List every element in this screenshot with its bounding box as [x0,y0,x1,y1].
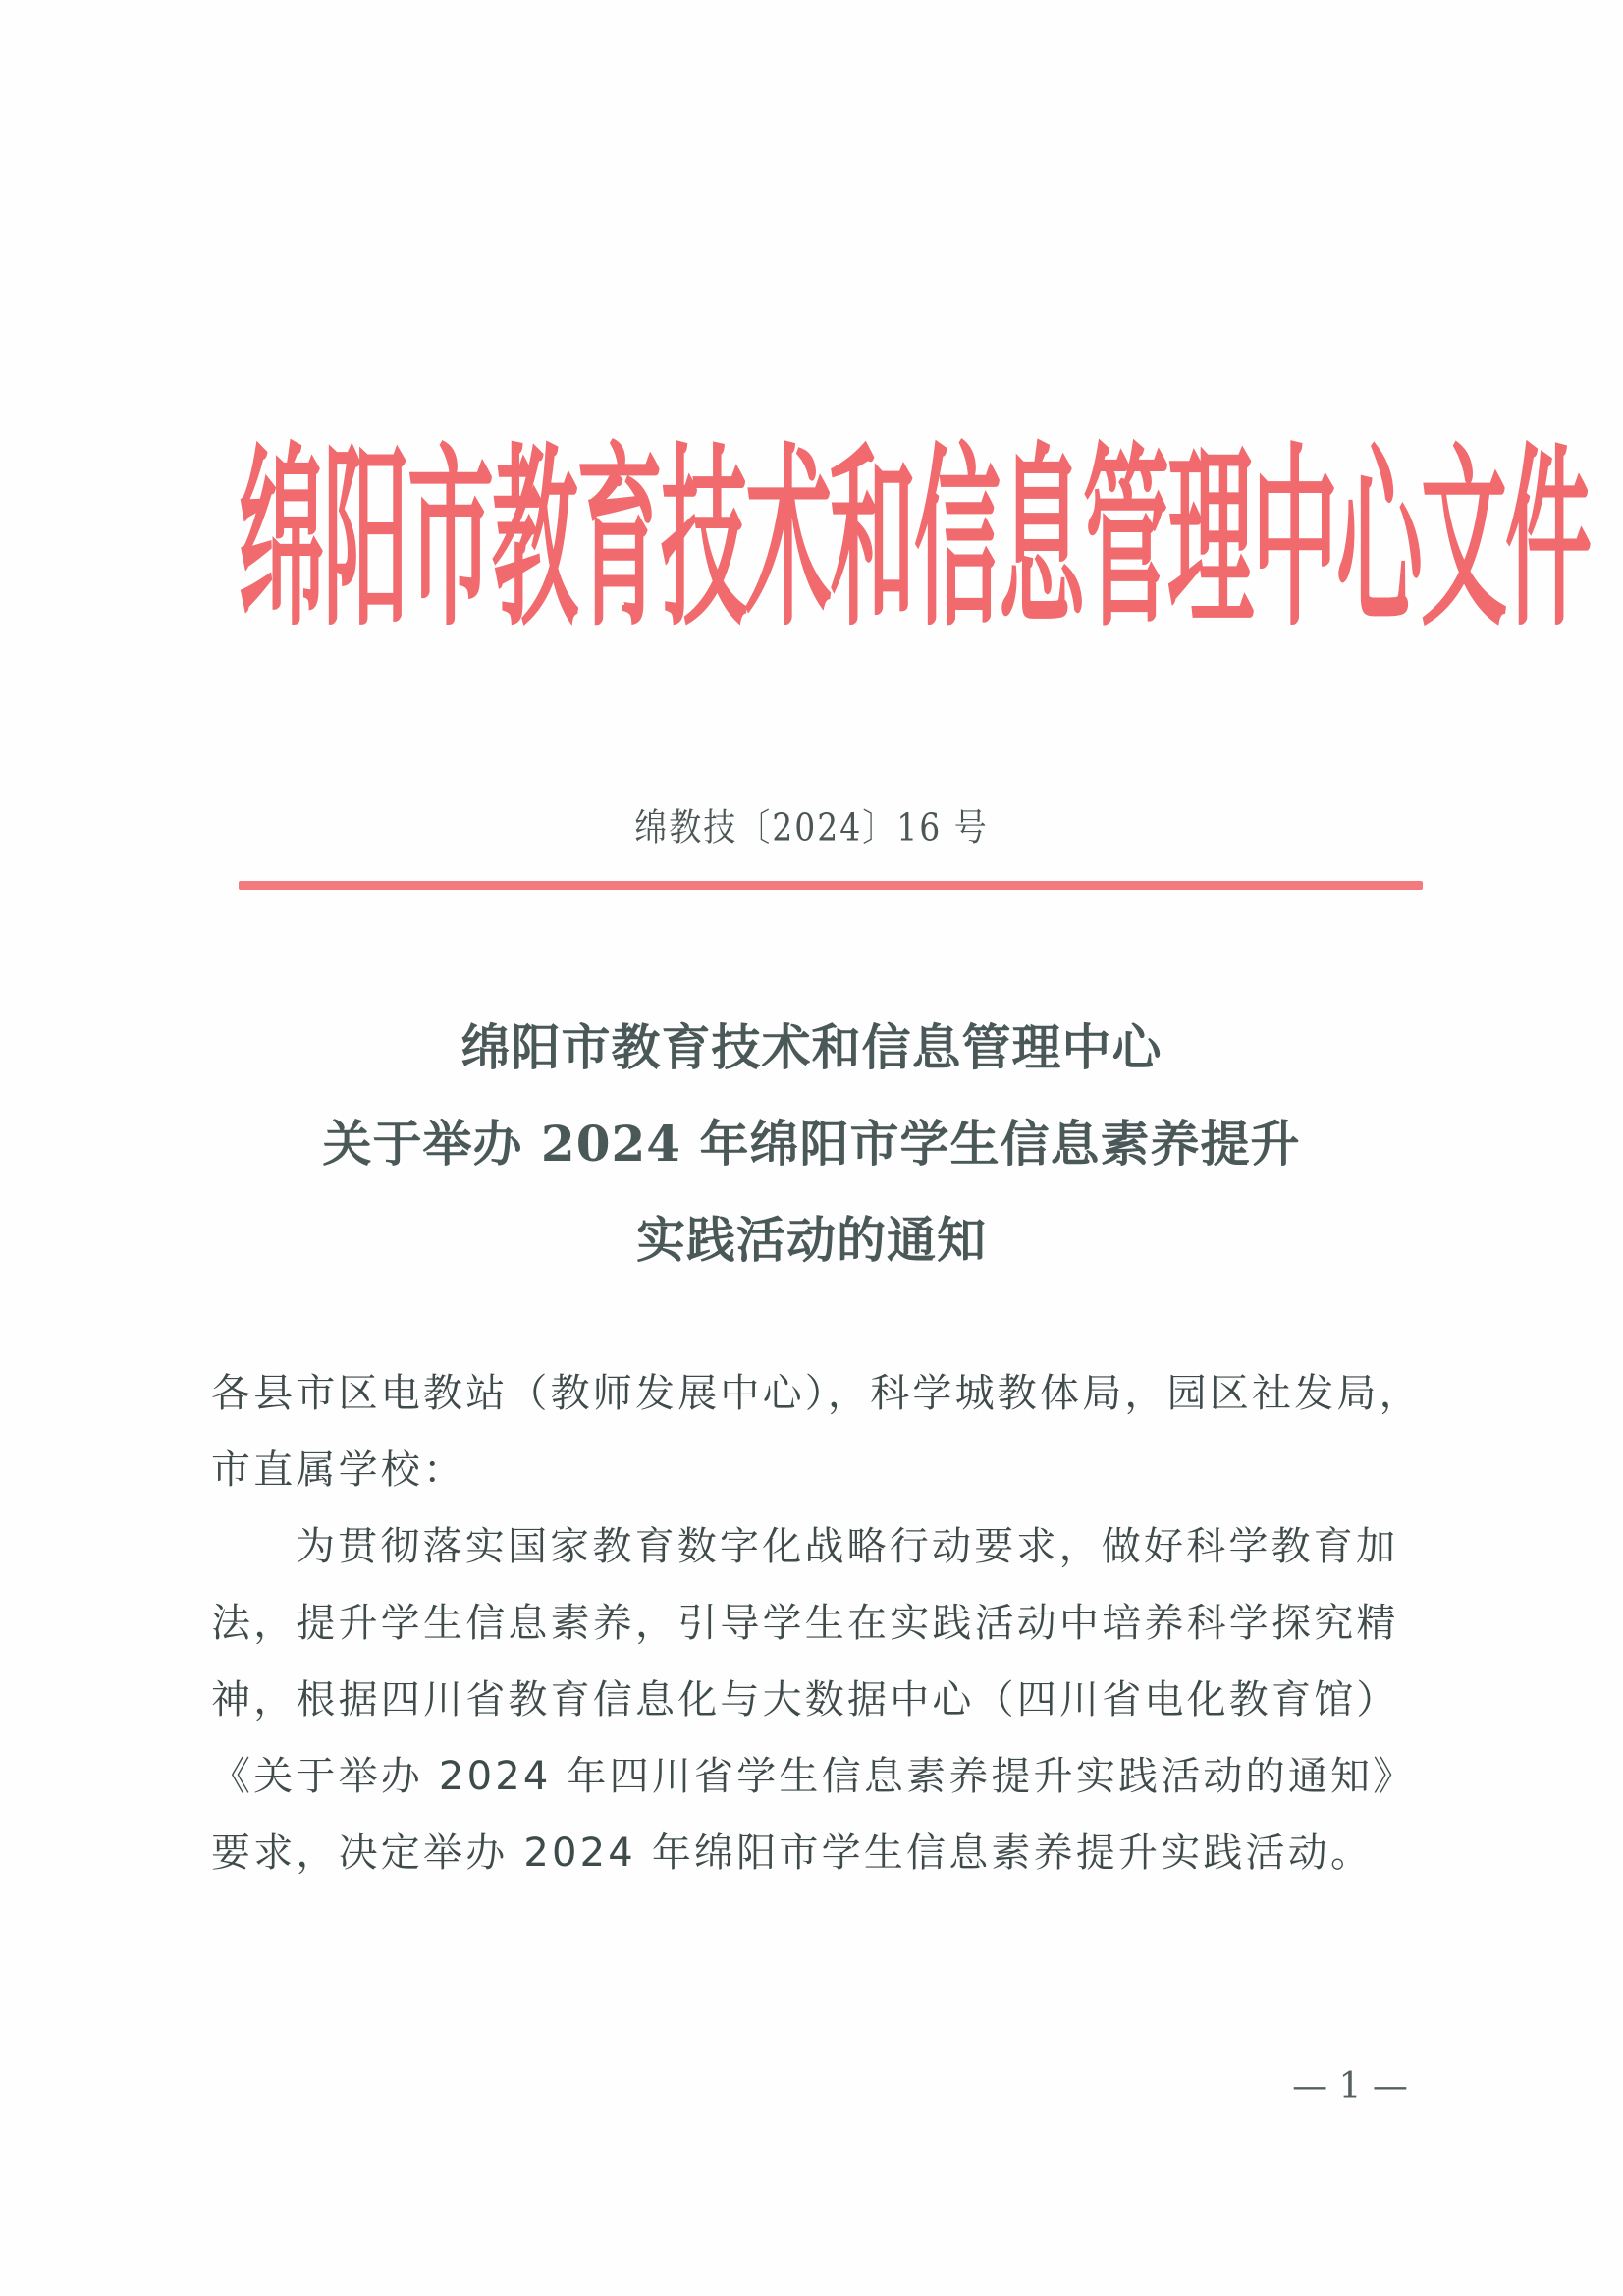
title-line-1: 绵阳市教育技术和信息管理中心 [460,1018,1163,1076]
banner-char: 信 [914,425,1001,653]
banner-char: 管 [1083,425,1170,653]
banner-char: 阳 [323,425,410,653]
paragraph-line: 《关于举办 2024 年四川省学生信息素养提升实践活动的通知》 [211,1754,1416,1799]
banner-char: 绵 [239,425,326,653]
paragraph-line: 神，根据四川省教育信息化与大数据中心（四川省电化教育馆） [211,1677,1399,1722]
banner-char: 息 [999,425,1086,653]
banner-char: 理 [1167,425,1255,653]
banner-char: 文 [1421,425,1508,653]
issuer-red-banner [239,425,1593,653]
addressee-line-1: 各县市区电教站（教师发展中心），科学城教体局，园区社发局， [211,1371,1422,1416]
banner-char: 和 [830,425,917,653]
banner-char: 教 [492,425,579,653]
page-number: — 1 — [1292,2066,1408,2106]
addressee-line-2: 市直属学校： [211,1448,466,1493]
document-number-text: 绵教技〔2024〕16 号 [634,805,989,849]
banner-char: 育 [576,425,664,653]
banner-char: 市 [407,425,495,653]
title-line-3: 实践活动的通知 [636,1211,987,1269]
document-body [211,1355,1429,1891]
banner-char: 术 [745,425,833,653]
red-separator-rule [239,881,1423,890]
banner-char: 中 [1252,425,1339,653]
document-number [0,805,1623,850]
paragraph-line: 为贯彻落实国家教育数字化战略行动要求，做好科学教育加 [296,1524,1399,1569]
banner-char: 心 [1336,425,1424,653]
paragraph-line: 要求，决定举办 2024 年绵阳市学生信息素养提升实践活动。 [211,1831,1374,1876]
banner-char: 件 [1505,425,1593,653]
banner-char: 技 [661,425,748,653]
title-line-2: 关于举办 2024 年绵阳市学生信息素养提升 [322,1115,1301,1173]
paragraph-line: 法，提升学生信息素养，引导学生在实践活动中培养科学探究精 [211,1601,1399,1646]
document-title [0,1000,1623,1288]
